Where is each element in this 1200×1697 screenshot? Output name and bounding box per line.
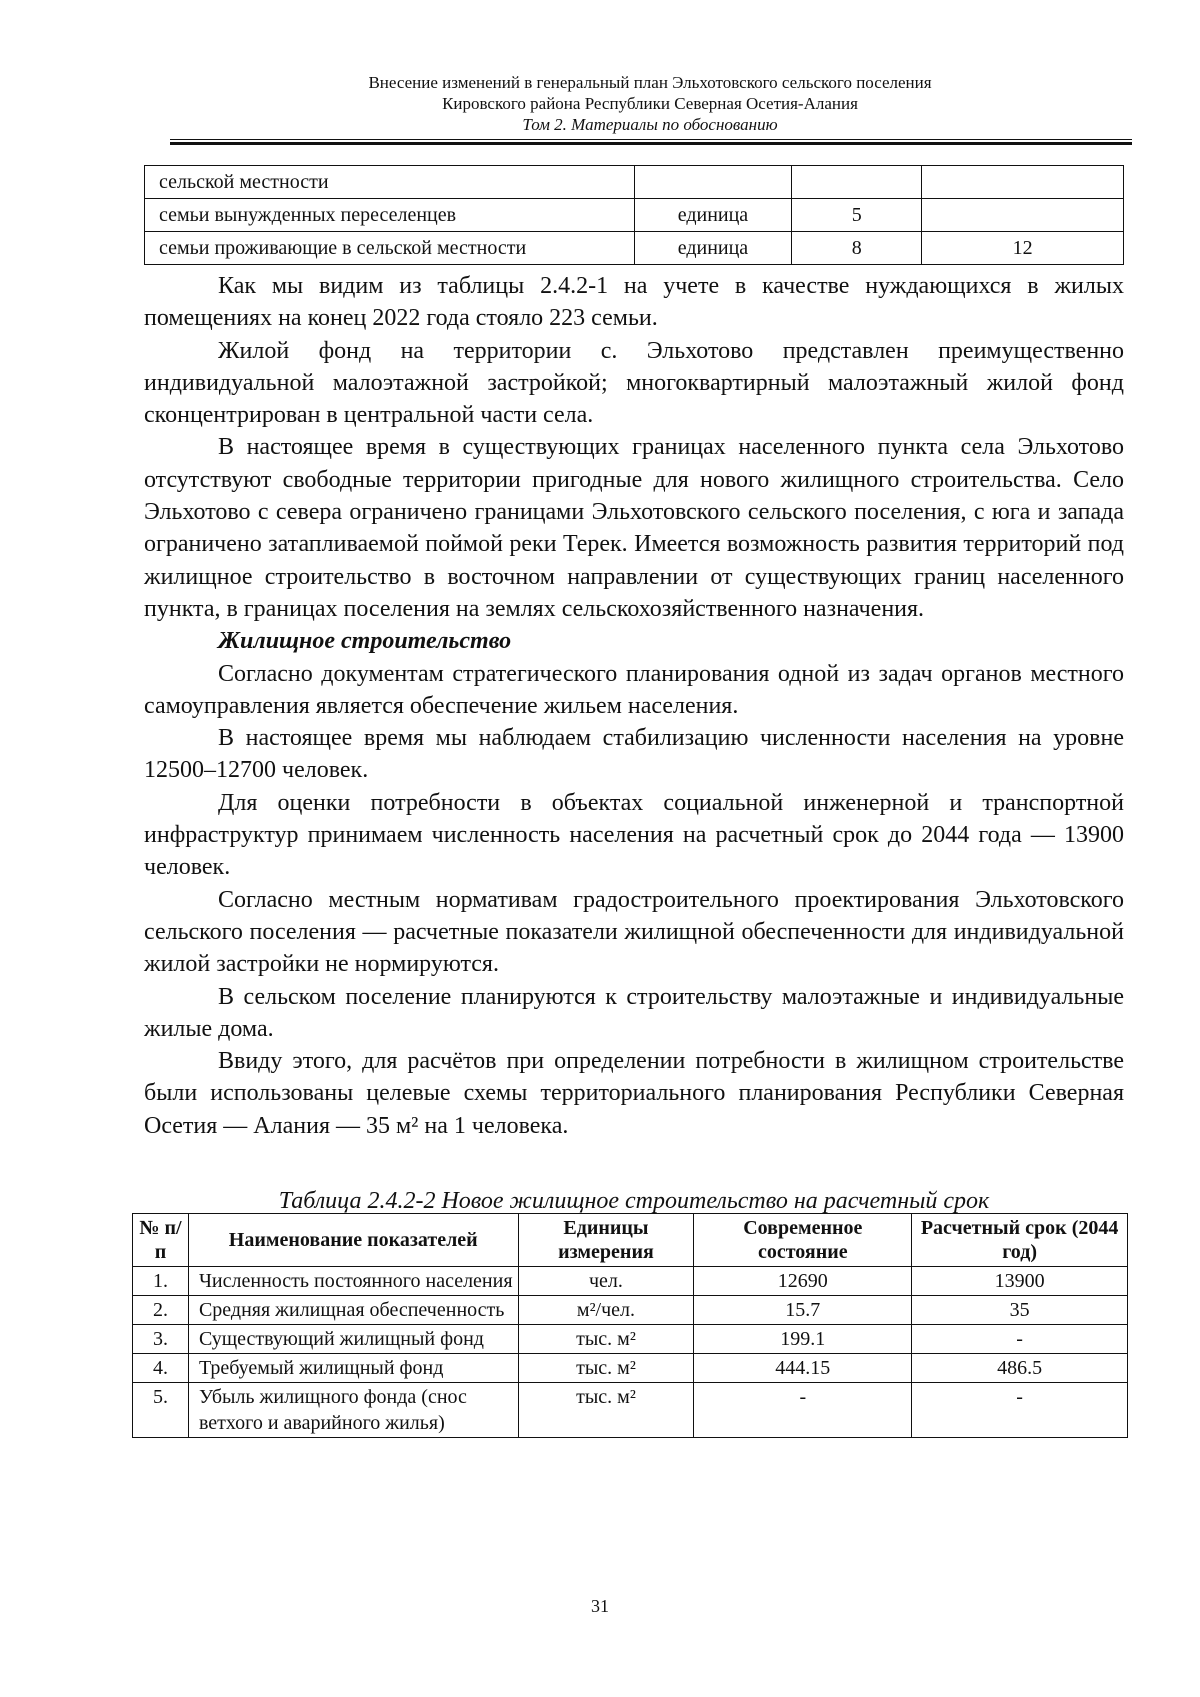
- page-number: 31: [591, 1596, 609, 1616]
- cell-unit: единица: [634, 199, 792, 232]
- cell-current: 12690: [694, 1267, 912, 1296]
- cell-num: 5.: [133, 1383, 189, 1438]
- header-current: Современное состояние: [694, 1214, 912, 1267]
- paragraph: Как мы видим из таблицы 2.4.2-1 на учете в качестве нуждающихся в жилых помещениях на конец 2022 года стояло 223 семьи.: [144, 273, 1124, 332]
- cell-name: Средняя жилищная обеспеченность: [188, 1296, 518, 1325]
- cell-num: 1.: [133, 1267, 189, 1296]
- paragraph: Ввиду этого, для расчётов при определении потребности в жилищном строительстве были использованы целевые схемы территориального планирования Республики Северная Осетия — Алания — 35 м² на 1 человека.: [144, 1048, 1124, 1139]
- paragraph: Для оценки потребности в объектах социальной инженерной и транспортной инфраструктур принимаем численность населения на расчетный срок до 2044 года — 13900 человек.: [144, 789, 1124, 881]
- cell-num: 4.: [133, 1354, 189, 1383]
- cell-target: 13900: [912, 1267, 1128, 1296]
- cell-value-2: [922, 166, 1124, 199]
- header-volume: Том 2. Материалы по обоснованию: [522, 115, 778, 134]
- cell-unit: м²/чел.: [518, 1296, 694, 1325]
- cell-value-1: 8: [792, 232, 922, 265]
- table-caption: Таблица 2.4.2-2 Новое жилищное строительство на расчетный срок: [278, 1188, 990, 1214]
- cell-name: Численность постоянного населения: [188, 1267, 518, 1296]
- table-row: [145, 232, 1124, 265]
- header-num: № п/п: [133, 1214, 189, 1267]
- cell-current: 444.15: [694, 1354, 912, 1383]
- paragraph: Согласно документам стратегического планирования одной из задач органов местного самоуправления является обеспечение жильем населения.: [144, 660, 1124, 719]
- page-header: [170, 72, 1130, 135]
- paragraph: Жилой фонд на территории с. Эльхотово представлен преимущественно индивидуальной малоэтажной застройкой; многоквартирный малоэтажный жилой фонд сконцентрирован в центральной части села.: [144, 337, 1124, 429]
- cell-name: семьи проживающие в сельской местности: [145, 232, 635, 265]
- cell-unit: тыс. м²: [518, 1325, 694, 1354]
- cell-name: сельской местности: [145, 166, 635, 199]
- header-unit: Единицы измерения: [518, 1214, 694, 1267]
- table-row: [133, 1383, 1128, 1438]
- cell-value-2: [922, 199, 1124, 232]
- cell-current: 199.1: [694, 1325, 912, 1354]
- header-line-2: Кировского района Республики Северная Осетия-Алания: [442, 94, 858, 113]
- cell-num: 2.: [133, 1296, 189, 1325]
- cell-target: -: [912, 1325, 1128, 1354]
- table-row: [133, 1325, 1128, 1354]
- cell-current: -: [694, 1383, 912, 1438]
- table-row: [133, 1354, 1128, 1383]
- housing-table: [132, 1213, 1128, 1438]
- cell-value-1: 5: [792, 199, 922, 232]
- paragraph: В настоящее время в существующих границах населенного пункта села Эльхотово отсутствуют свободные территории пригодные для нового жилищного строительства. Село Эльхотово с севера ограничено границами Эльхотовского сельского поселения, с юга и запада ограничено затапливаемой поймой реки Терек. Имеется возможность развития территорий под жилищное строительство в восточном направлении от существующих границ населенного пункта, в границах поселения на землях сельскохозяйственного назначения.: [144, 434, 1124, 622]
- paragraph: Согласно местным нормативам градостроительного проектирования Эльхотовского сельского поселения — расчетные показатели жилищной обеспеченности для индивидуальной жилой застройки не нормируются.: [144, 886, 1124, 978]
- cell-unit: [634, 166, 792, 199]
- paragraph: В настоящее время мы наблюдаем стабилизацию численности населения на уровне 12500–12700 человек.: [144, 725, 1124, 784]
- section-heading: Жилищное строительство: [218, 628, 512, 655]
- cell-unit: чел.: [518, 1267, 694, 1296]
- cell-name: Существующий жилищный фонд: [188, 1325, 518, 1354]
- cell-name: семьи вынужденных переселенцев: [145, 199, 635, 232]
- cell-num: 3.: [133, 1325, 189, 1354]
- table-row: [145, 199, 1124, 232]
- table-row: [145, 166, 1124, 199]
- header-target: Расчетный срок (2044 год): [912, 1214, 1128, 1267]
- cell-current: 15.7: [694, 1296, 912, 1325]
- cell-unit: тыс. м²: [518, 1383, 694, 1438]
- table-continuation: [144, 165, 1124, 265]
- cell-name: Убыль жилищного фонда (снос ветхого и аварийного жилья): [188, 1383, 518, 1438]
- header-line-1: Внесение изменений в генеральный план Эльхотовского сельского поселения: [368, 73, 932, 92]
- cell-target: -: [912, 1383, 1128, 1438]
- header-name: Наименование показателей: [188, 1214, 518, 1267]
- table-header-row: [133, 1214, 1128, 1267]
- body-text: [144, 270, 1124, 1142]
- cell-target: 35: [912, 1296, 1128, 1325]
- table-row: [133, 1296, 1128, 1325]
- table-row: [133, 1267, 1128, 1296]
- cell-value-1: [792, 166, 922, 199]
- cell-target: 486.5: [912, 1354, 1128, 1383]
- cell-name: Требуемый жилищный фонд: [188, 1354, 518, 1383]
- cell-value-2: 12: [922, 232, 1124, 265]
- cell-unit: единица: [634, 232, 792, 265]
- cell-unit: тыс. м²: [518, 1354, 694, 1383]
- paragraph: В сельском поселение планируются к строительству малоэтажные и индивидуальные жилые дома.: [144, 983, 1124, 1042]
- header-rule: [170, 139, 1132, 145]
